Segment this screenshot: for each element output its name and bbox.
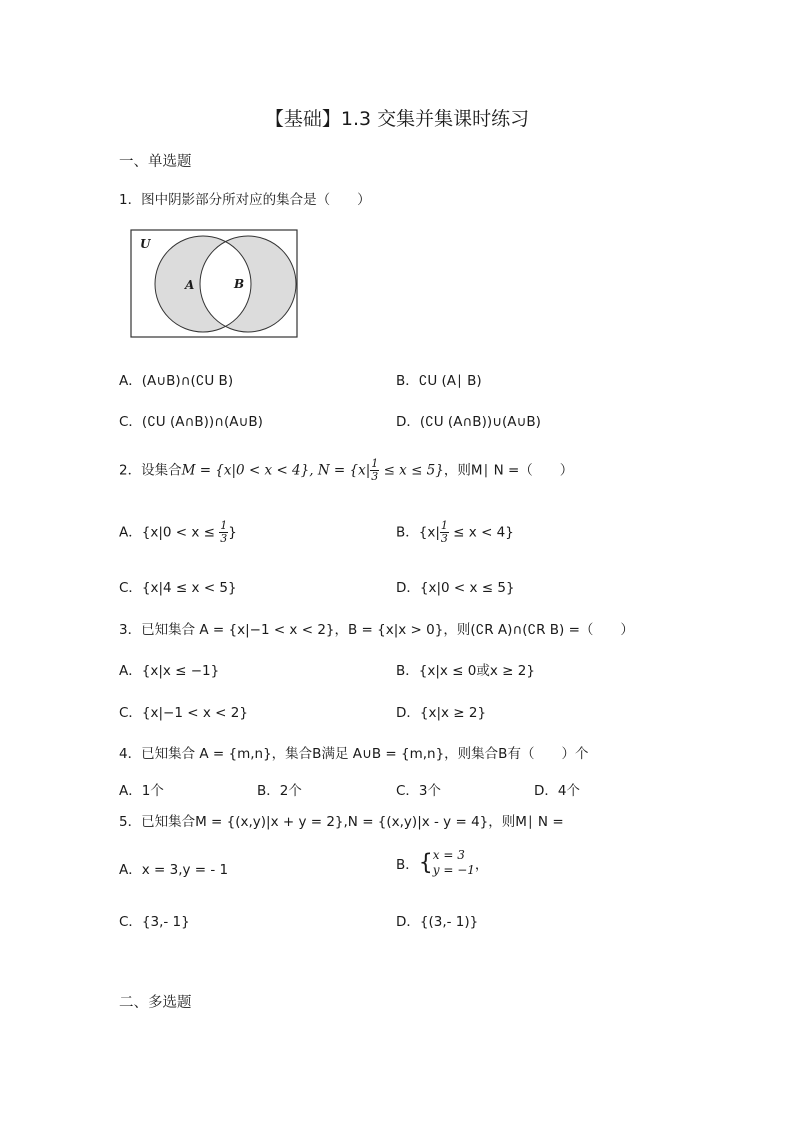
- fraction-one-third-b: $\frac{1}{3}$: [440, 519, 448, 545]
- question-1-stem: 1．图中阴影部分所对应的集合是（ ）: [119, 192, 371, 208]
- q5-option-d[interactable]: D．{(3,- 1)}: [396, 914, 479, 930]
- page-title: 【基础】1.3 交集并集课时练习: [264, 108, 530, 130]
- q1-option-b[interactable]: B．∁U (A∣ B): [396, 373, 482, 389]
- q1-option-d[interactable]: D．(∁U (A∩B))∪(A∪B): [396, 414, 541, 430]
- venn-diagram: [130, 229, 300, 343]
- q3-option-b[interactable]: B．{x|x ≤ 0或x ≥ 2}: [396, 663, 535, 679]
- venn-svg: [130, 229, 300, 339]
- label-u: U: [140, 237, 151, 251]
- fraction-one-third-a: $\frac{1}{3}$: [220, 519, 228, 545]
- q4-option-b[interactable]: B．2个: [257, 783, 302, 799]
- q1-option-c[interactable]: C．(∁U (A∩B))∩(A∪B): [119, 414, 263, 430]
- q2-option-d[interactable]: D．{x|0 < x ≤ 5}: [396, 580, 515, 596]
- section-single-choice: 一、单选题: [119, 154, 192, 170]
- q4-option-c[interactable]: C．3个: [396, 783, 442, 799]
- question-2-stem: 2．设集合M = {x|0 < x < 4}, N = {x| $\frac{1}{3}$ ≤ x ≤ 5}，则M∣ N =（ ）: [119, 457, 574, 483]
- q3-option-a[interactable]: A．{x|x ≤ −1}: [119, 663, 220, 679]
- q3-option-c[interactable]: C．{x|−1 < x < 2}: [119, 705, 248, 721]
- system-of-equations: x = 3 y = −1: [432, 848, 475, 877]
- q5-option-b[interactable]: B．{ x = 3 y = −1 ，: [396, 848, 489, 877]
- section-multi-choice: 二、多选题: [119, 995, 192, 1011]
- q2-option-a[interactable]: A．{x|0 < x ≤ $\frac{1}{3}$ }: [119, 519, 237, 545]
- q1-option-a[interactable]: A．(A∪B)∩(∁U B): [119, 373, 234, 389]
- q3-option-d[interactable]: D．{x|x ≥ 2}: [396, 705, 487, 721]
- question-3-stem: 3．已知集合 A = {x|−1 < x < 2}，B = {x|x > 0}，则(∁R A)∩(∁R B) =（ ）: [119, 622, 634, 638]
- q4-option-d[interactable]: D．4个: [534, 783, 580, 799]
- q2-option-c[interactable]: C．{x|4 ≤ x < 5}: [119, 580, 237, 596]
- fraction-one-third: $\frac{1}{3}$: [371, 457, 379, 483]
- brace-left: {: [418, 850, 433, 876]
- label-b: B: [234, 277, 245, 291]
- label-a: A: [185, 278, 195, 292]
- q4-option-a[interactable]: A．1个: [119, 783, 164, 799]
- question-5-stem: 5．已知集合M = {(x,y)|x + y = 2},N = {(x,y)|x - y = 4}，则M∣ N =: [119, 814, 564, 830]
- q5-option-a[interactable]: A．x = 3,y = - 1: [119, 862, 229, 878]
- q5-option-c[interactable]: C．{3,- 1}: [119, 914, 190, 930]
- q2-option-b[interactable]: B．{x| $\frac{1}{3}$ ≤ x < 4}: [396, 519, 514, 545]
- question-4-stem: 4．已知集合 A = {m,n}，集合B满足 A∪B = {m,n}，则集合B有（ ）个: [119, 746, 589, 762]
